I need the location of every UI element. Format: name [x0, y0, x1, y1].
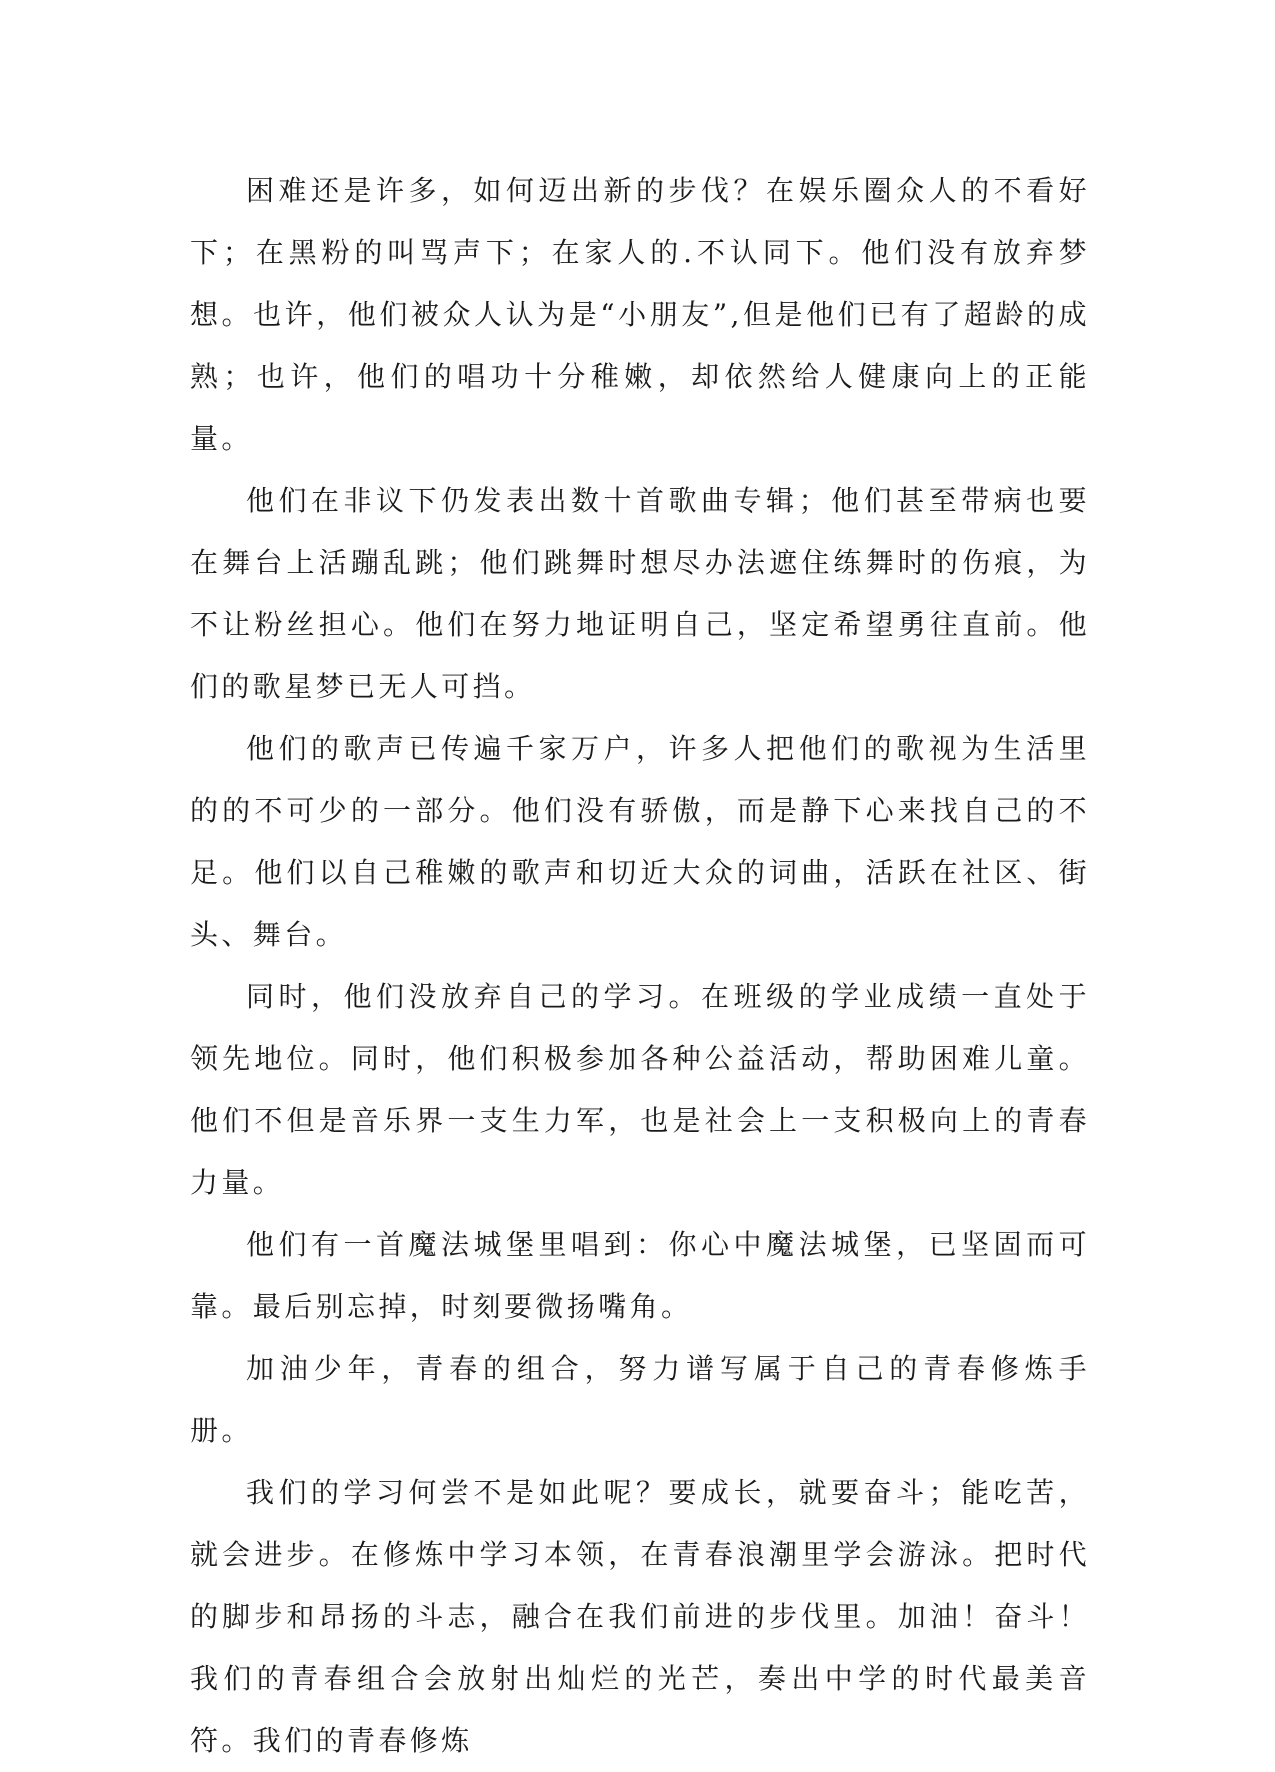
paragraph-5: 他们有一首魔法城堡里唱到：你心中魔法城堡，已坚固而可靠。最后别忘掉，时刻要微扬嘴角。: [190, 1228, 1090, 1323]
paragraph-4: 同时，他们没放弃自己的学习。在班级的学业成绩一直处于领先地位。同时，他们积极参加各种公益活动，帮助困难儿童。他们不但是音乐界一支生力军，也是社会上一支积极向上的青春力量。: [190, 980, 1090, 1199]
paragraph-2: 他们在非议下仍发表出数十首歌曲专辑；他们甚至带病也要在舞台上活蹦乱跳；他们跳舞时想尽办法遮住练舞时的伤痕，为不让粉丝担心。他们在努力地证明自己，坚定希望勇往直前。他们的歌星梦已无人可挡。: [190, 484, 1090, 703]
paragraph-1: 困难还是许多，如何迈出新的步伐？在娱乐圈众人的不看好下；在黑粉的叫骂声下；在家人的.不认同下。他们没有放弃梦想。也许，他们被众人认为是“小朋友”,但是他们已有了超龄的成熟；也许，他们的唱功十分稚嫩，却依然给人健康向上的正能量。: [190, 174, 1090, 455]
paragraph-6: 加油少年，青春的组合，努力谱写属于自己的青春修炼手册。: [190, 1352, 1090, 1447]
document-body: [190, 160, 1090, 1772]
paragraph-7: 我们的学习何尝不是如此呢？要成长，就要奋斗；能吃苦，就会进步。在修炼中学习本领，在青春浪潮里学会游泳。把时代的脚步和昂扬的斗志，融合在我们前进的步伐里。加油！奋斗！我们的青春组合会放射出灿烂的光芒，奏出中学的时代最美音符。我们的青春修炼: [190, 1476, 1090, 1757]
paragraph-3: 他们的歌声已传遍千家万户，许多人把他们的歌视为生活里的的不可少的一部分。他们没有骄傲，而是静下心来找自己的不足。他们以自己稚嫩的歌声和切近大众的词曲，活跃在社区、街头、舞台。: [190, 732, 1090, 951]
